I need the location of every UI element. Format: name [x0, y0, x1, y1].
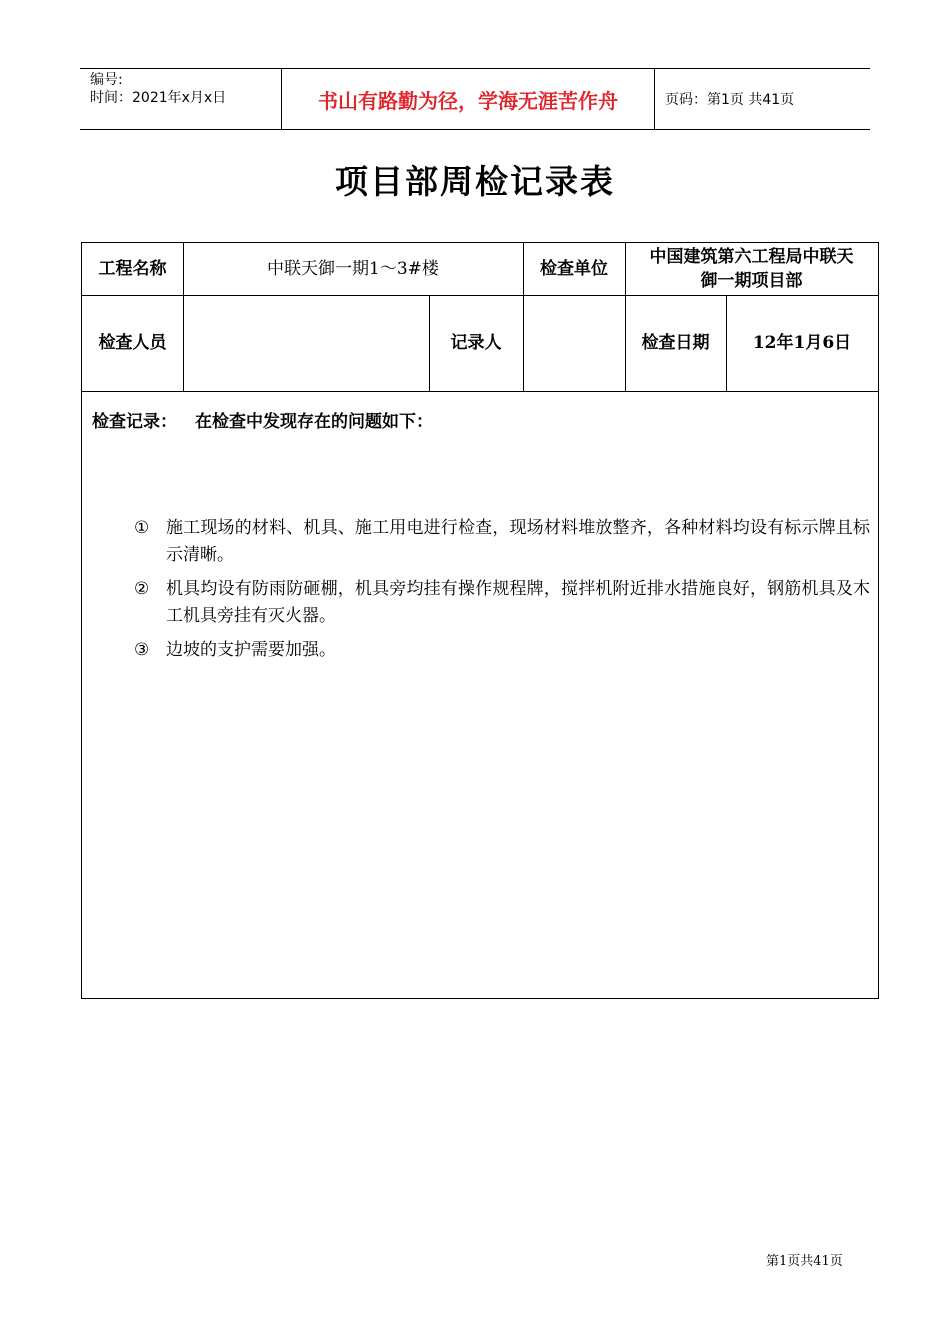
- record-label: 检查记录：: [92, 412, 177, 432]
- inspect-unit-value: [625, 243, 878, 295]
- inspector-label: 检查人员: [98, 333, 167, 353]
- date-label: 检查日期: [641, 333, 710, 353]
- list-item: [134, 576, 870, 630]
- list-item: [134, 637, 870, 664]
- recorder-value[interactable]: [523, 295, 625, 391]
- header-page-info: 页码：第1页 共41页: [665, 92, 795, 108]
- page-title: 项目部周检记录表: [335, 162, 615, 201]
- item-marker: ①: [134, 518, 150, 538]
- page-footer: 第1页共41页: [766, 1254, 843, 1269]
- inspector-value[interactable]: [183, 295, 429, 391]
- record-heading: [92, 407, 433, 432]
- date-value: 12年1月6日: [752, 333, 852, 353]
- header-meta: [80, 69, 281, 129]
- item-text: 施工现场的材料、机具、施工用电进行检查，现场材料堆放整齐，各种材料均设有标示牌且标示清晰。: [166, 518, 870, 565]
- inspect-unit-label: 检查单位: [540, 259, 608, 279]
- page-header: [80, 68, 870, 130]
- recorder-label: 记录人: [450, 333, 502, 353]
- time-label: 时间：2021年x月x日: [90, 90, 227, 106]
- item-text: 机具均设有防雨防砸棚，机具旁均挂有操作规程牌，搅拌机附近排水措施良好，钢筋机具及木工机具旁挂有灭火器。: [166, 579, 870, 626]
- issue-list: [134, 515, 870, 671]
- inspection-form: [81, 242, 879, 999]
- project-name-value: 中联天御一期1～3#楼: [267, 259, 439, 279]
- inspect-unit-line2: 御一期项目部: [700, 271, 803, 291]
- item-text: 边坡的支护需要加强。: [166, 640, 336, 660]
- header-motto: 书山有路勤为径，学海无涯苦作舟: [281, 69, 655, 129]
- project-name-label: 工程名称: [98, 259, 167, 279]
- item-marker: ②: [134, 579, 150, 599]
- list-item: [134, 515, 870, 569]
- item-marker: ③: [134, 640, 150, 660]
- row-divider: [82, 391, 878, 392]
- inspect-unit-line1: 中国建筑第六工程局中联天: [649, 247, 854, 267]
- serial-label: 编号:: [90, 72, 123, 88]
- record-intro: 在检查中发现存在的问题如下：: [195, 412, 433, 432]
